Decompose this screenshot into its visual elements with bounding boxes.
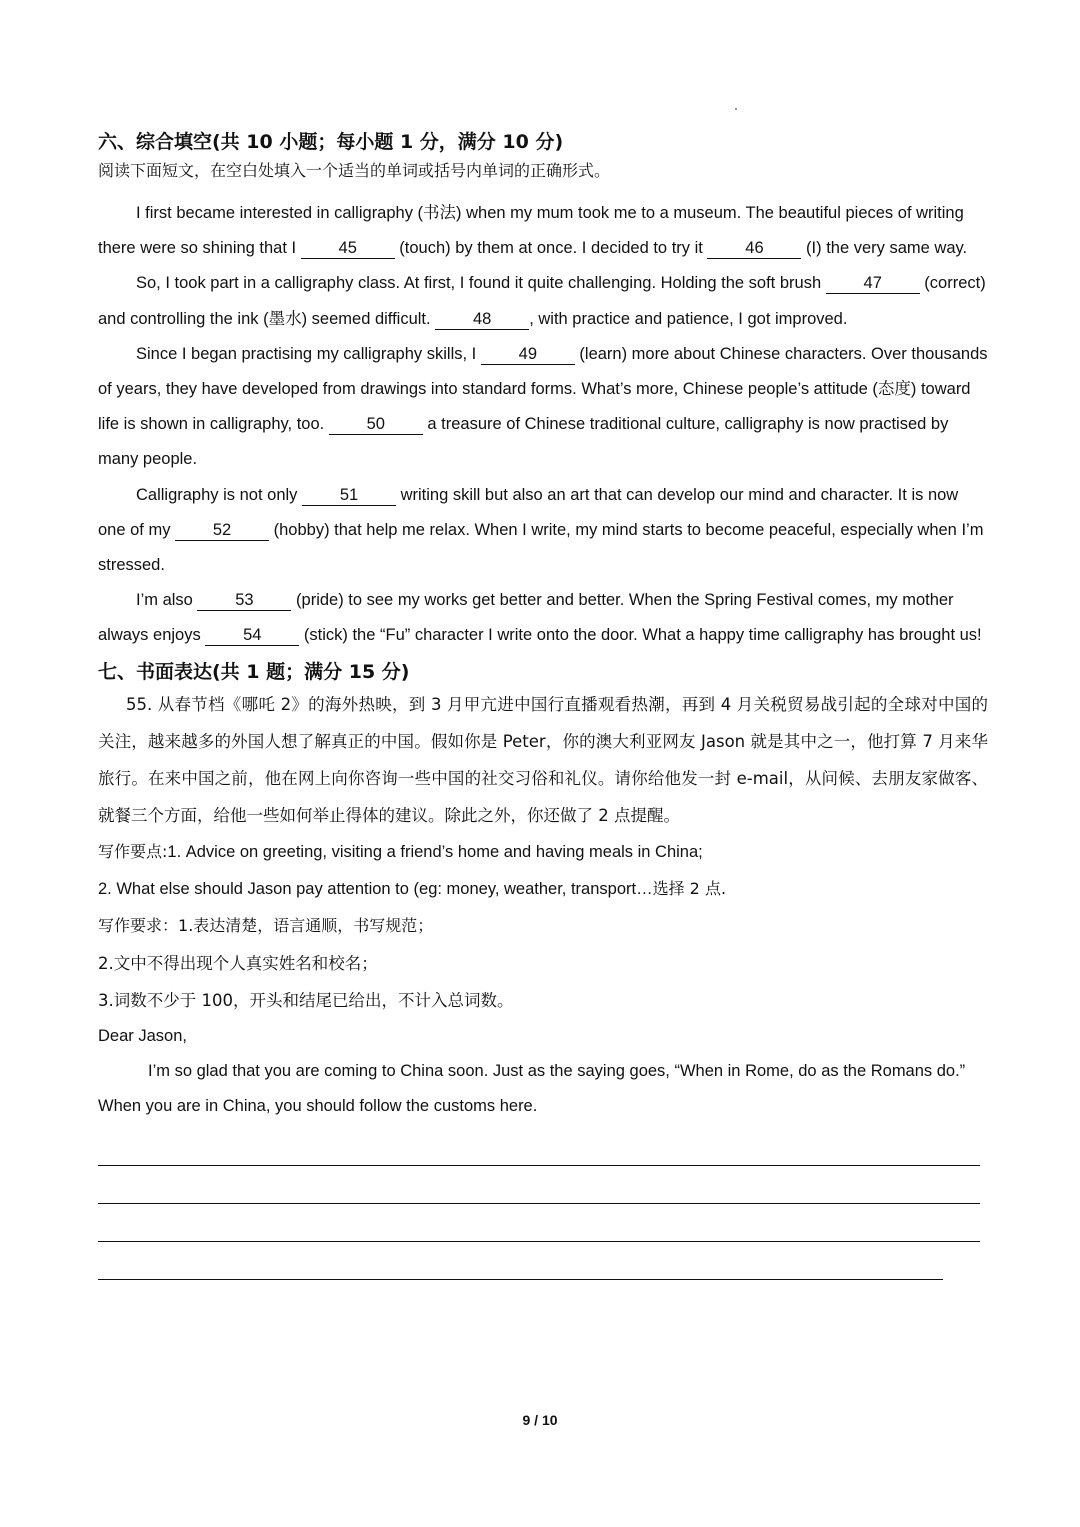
page-number: 9 / 10 bbox=[522, 1412, 558, 1428]
exam-page bbox=[98, 128, 988, 1280]
writing-requirement-2: 2.文中不得出现个人真实姓名和校名； bbox=[98, 953, 378, 973]
passage-paragraph-1: I first became interested in calligraphy (书法) when my mum took me to a museum. The beautiful pieces of writing there were so shining that I 45 (touch) by them at once. I decided to try it 46 (I) the very same way. bbox=[98, 204, 968, 258]
blank-51[interactable]: 51 bbox=[302, 485, 396, 506]
stray-dot bbox=[735, 108, 737, 110]
writing-point-1: 写作要点:1. Advice on greeting, visiting a friend’s home and having meals in China; bbox=[98, 841, 703, 861]
blank-46[interactable]: 46 bbox=[707, 238, 801, 259]
writing-point-2: 2. What else should Jason pay attention to (eg: money, weather, transport…选择 2 点. bbox=[98, 878, 727, 898]
question-55-prompt: 55. 从春节档《哪吒 2》的海外热映，到 3 月甲亢进中国行直播观看热潮，再到 4 月关税贸易战引起的全球对中国的关注，越来越多的外国人想了解真正的中国。假如你是 Peter，你的澳大利亚网友 Jason 就是其中之一，他打算 7 月来华旅行。在来中国之前，他在网上向你咨询一些中国的社交习俗和礼仪。请你给他发一封 e-mail，从问候、去朋友家做客、就餐三个方面，给他一些如何举止得体的建议。除此之外，你还做了 2 点提醒。 bbox=[98, 694, 988, 825]
section6-title: 六、综合填空(共 10 小题；每小题 1 分，满分 10 分) bbox=[98, 131, 564, 153]
letter-salutation: Dear Jason, bbox=[98, 1026, 187, 1045]
passage-paragraph-3: Since I began practising my calligraphy skills, I 49 (learn) more about Chinese characters. Over thousands of years, they have developed from drawings into standard forms. What’s more, Chinese people’s attitude (态度) toward life is shown in calligraphy, too. 50 a treasure of Chinese traditional culture, calligraphy is now practised by many people. bbox=[98, 344, 988, 469]
blank-52[interactable]: 52 bbox=[175, 520, 269, 541]
blank-50[interactable]: 50 bbox=[329, 414, 423, 435]
blank-47[interactable]: 47 bbox=[826, 273, 920, 294]
section7-title: 七、书面表达(共 1 题；满分 15 分) bbox=[98, 660, 410, 683]
passage-paragraph-2: So, I took part in a calligraphy class. At first, I found it quite challenging. Holding the soft brush 47 (correct) and controlling the ink (墨水) seemed difficult. 48 , with practice and patience, I got improved. bbox=[98, 274, 986, 328]
writing-requirement-3: 3.词数不少于 100，开头和结尾已给出，不计入总词数。 bbox=[98, 990, 514, 1010]
answer-line-1[interactable] bbox=[98, 1128, 980, 1166]
section6-instruction: 阅读下面短文，在空白处填入一个适当的单词或括号内单词的正确形式。 bbox=[98, 161, 611, 180]
blank-48[interactable]: 48 bbox=[435, 309, 529, 330]
blank-53[interactable]: 53 bbox=[197, 590, 291, 611]
passage-paragraph-4: Calligraphy is not only 51 writing skill but also an art that can develop our mind and character. It is now one of my 52 (hobby) that help me relax. When I write, my mind starts to become peaceful, especially when I’m stressed. bbox=[98, 485, 984, 575]
blank-54[interactable]: 54 bbox=[205, 625, 299, 646]
answer-line-3[interactable] bbox=[98, 1204, 980, 1242]
answer-line-2[interactable] bbox=[98, 1166, 980, 1204]
letter-opening: I’m so glad that you are coming to China soon. Just as the saying goes, “When in Rome, do as the Romans do.” When you are in China, you should follow the customs here. bbox=[98, 1061, 966, 1115]
passage-paragraph-5: I’m also 53 (pride) to see my works get better and better. When the Spring Festival comes, my mother always enjoys 54 (stick) the “Fu” character I write onto the door. What a happy time calligraphy has brought us! bbox=[98, 591, 982, 645]
blank-49[interactable]: 49 bbox=[481, 344, 575, 365]
writing-requirement-1: 写作要求：1.表达清楚，语言通顺，书写规范； bbox=[98, 915, 434, 935]
blank-45[interactable]: 45 bbox=[301, 238, 395, 259]
answer-line-4[interactable] bbox=[98, 1242, 943, 1280]
